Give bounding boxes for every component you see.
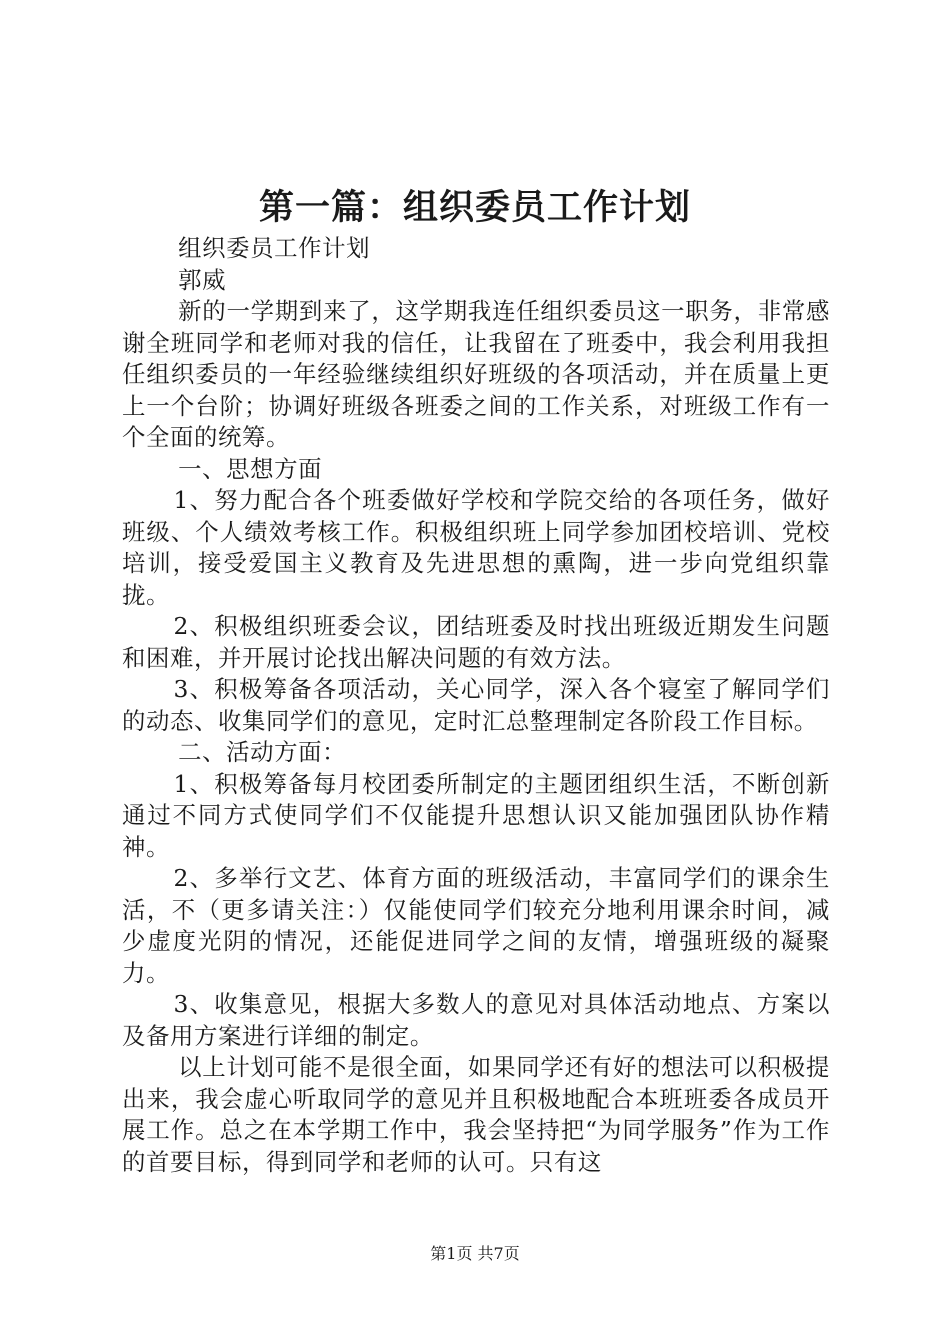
page-number-footer: 第1页 共7页 [430, 1244, 520, 1263]
section-heading-activity: 二、活动方面： [178, 738, 347, 766]
paragraph-thought-3: 3、积极筹备各项活动，关心同学，深入各个寝室了解同学们的动态、收集同学们的意见，定时汇总整理制定各阶段工作目标。 [122, 675, 830, 735]
paragraph-thought-2: 2、积极组织班委会议，团结班委及时找出班级近期发生问题和困难，并开展讨论找出解决问题的有效方法。 [122, 612, 830, 672]
paragraph-author: 郭威 [178, 265, 227, 294]
document-body [122, 233, 830, 1178]
document-title: 第一篇：组织委员工作计划 [258, 187, 691, 228]
paragraph-conclusion: 以上计划可能不是很全面，如果同学还有好的想法可以积极提出来，我会虚心听取同学的意见并且积极地配合本班班委各成员开展工作。总之在本学期工作中，我会坚持把“为同学服务”作为工作的首要目标，得到同学和老师的认可。只有这 [122, 1053, 830, 1176]
paragraph-intro: 新的一学期到来了，这学期我连任组织委员这一职务，非常感谢全班同学和老师对我的信任，让我留在了班委中，我会利用我担任组织委员的一年经验继续组织好班级的各项活动，并在质量上更上一个台阶；协调好班级各班委之间的工作关系，对班级工作有一个全面的统筹。 [122, 297, 830, 451]
section-heading-thought: 一、思想方面 [178, 454, 323, 483]
paragraph-subtitle: 组织委员工作计划 [178, 234, 371, 262]
paragraph-thought-1: 1、努力配合各个班委做好学校和学院交给的各项任务，做好班级、个人绩效考核工作。积极组织班上同学参加团校培训、党校培训，接受爱国主义教育及先进思想的熏陶，进一步向党组织靠拢。 [122, 486, 830, 609]
paragraph-activity-2: 2、多举行文艺、体育方面的班级活动，丰富同学们的课余生活，不（更多请关注：）仅能使同学们较充分地利用课余时间，减少虚度光阴的情况，还能促进同学之间的友情，增强班级的凝聚力。 [122, 864, 830, 987]
paragraph-activity-3: 3、收集意见，根据大多数人的意见对具体活动地点、方案以及备用方案进行详细的制定。 [122, 990, 830, 1050]
paragraph-activity-1: 1、积极筹备每月校团委所制定的主题团组织生活，不断创新通过不同方式使同学们不仅能提升思想认识又能加强团队协作精神。 [122, 769, 830, 861]
